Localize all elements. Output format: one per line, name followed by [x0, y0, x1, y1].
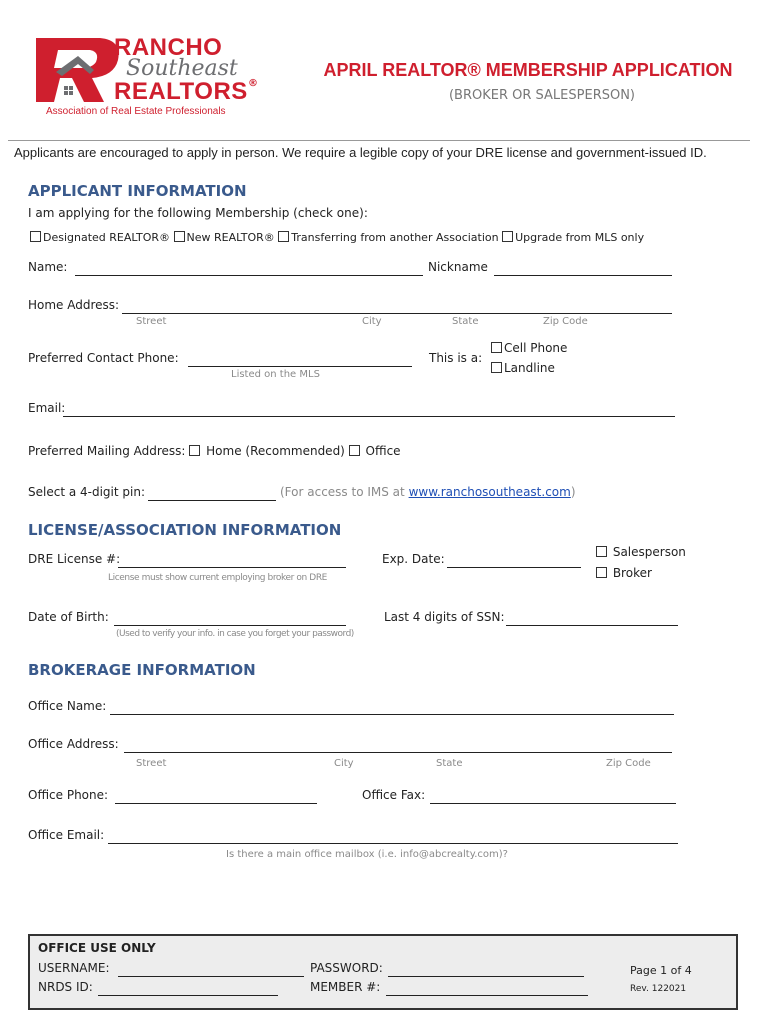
membership-options — [30, 231, 644, 244]
office-name-label: Office Name: — [28, 699, 107, 713]
office-address-label: Office Address: — [28, 737, 119, 751]
mailing-label: Preferred Mailing Address: — [28, 444, 186, 458]
membership-prompt: I am applying for the following Membership (check one): — [28, 206, 368, 220]
option-new-label: New REALTOR® — [186, 231, 275, 244]
logo-registered-mark: ® — [248, 78, 258, 89]
member-field[interactable] — [386, 995, 588, 996]
logo-line2: Southeast — [126, 56, 238, 81]
logo-line3: REALTORS — [114, 78, 248, 105]
brokerage-heading: BROKERAGE INFORMATION — [28, 661, 256, 679]
phone-hint: Listed on the MLS — [231, 369, 320, 380]
header-divider — [8, 140, 750, 141]
checkbox-icon[interactable] — [189, 445, 200, 456]
office-city-hint: City — [334, 758, 354, 769]
intro-text: Applicants are encouraged to apply in person. We require a legible copy of your DRE license and government-issued ID. — [14, 145, 707, 160]
nrds-label: NRDS ID: — [38, 980, 93, 994]
cell-phone-label: Cell Phone — [504, 341, 568, 355]
mailing-office-option[interactable] — [349, 444, 401, 458]
dre-field[interactable] — [118, 567, 346, 568]
license-heading: LICENSE/ASSOCIATION INFORMATION — [28, 521, 342, 539]
salesperson-option[interactable] — [596, 545, 686, 559]
nickname-field[interactable] — [494, 275, 672, 276]
email-field[interactable] — [63, 416, 675, 417]
ssn-field[interactable] — [506, 625, 678, 626]
page-number: Page 1 of 4 — [630, 964, 692, 977]
option-designated[interactable] — [30, 231, 170, 244]
option-transferring[interactable] — [278, 231, 498, 244]
website-link[interactable]: www.ranchosoutheast.com — [408, 485, 571, 499]
landline-label: Landline — [504, 361, 555, 375]
exp-date-label: Exp. Date: — [382, 552, 445, 566]
office-phone-field[interactable] — [115, 803, 317, 804]
ssn-label: Last 4 digits of SSN: — [384, 610, 505, 624]
pin-label: Select a 4-digit pin: — [28, 485, 145, 499]
dob-field[interactable] — [114, 625, 346, 626]
checkbox-icon[interactable] — [491, 342, 502, 353]
password-label: PASSWORD: — [310, 961, 383, 975]
office-email-field[interactable] — [108, 843, 678, 844]
checkbox-icon[interactable] — [491, 362, 502, 373]
option-upgrade[interactable] — [502, 231, 644, 244]
option-designated-label: Designated REALTOR® — [43, 231, 171, 244]
option-new[interactable] — [174, 231, 275, 244]
pin-hint — [280, 485, 576, 499]
cell-phone-option[interactable] — [491, 341, 567, 355]
member-label: MEMBER #: — [310, 980, 381, 994]
page-subtitle: (BROKER OR SALESPERSON) — [448, 88, 636, 103]
exp-date-field[interactable] — [447, 567, 581, 568]
office-street-hint: Street — [136, 758, 167, 769]
checkbox-icon[interactable] — [349, 445, 360, 456]
name-field[interactable] — [75, 275, 423, 276]
checkbox-icon[interactable] — [174, 231, 185, 242]
office-use-box — [28, 934, 738, 1010]
home-address-label: Home Address: — [28, 298, 120, 312]
name-label: Name: — [28, 260, 68, 274]
applicant-heading: APPLICANT INFORMATION — [28, 182, 247, 200]
office-zip-hint: Zip Code — [606, 758, 651, 769]
checkbox-icon[interactable] — [30, 231, 41, 242]
dre-hint: License must show current employing broker on DRE — [108, 573, 327, 583]
mailing-office-label: Office — [365, 444, 401, 458]
nrds-field[interactable] — [98, 995, 278, 996]
checkbox-icon[interactable] — [278, 231, 289, 242]
option-upgrade-label: Upgrade from MLS only — [515, 231, 645, 244]
password-field[interactable] — [388, 976, 584, 977]
username-label: USERNAME: — [38, 961, 110, 975]
option-transferring-label: Transferring from another Association — [291, 231, 499, 244]
office-email-hint: Is there a main office mailbox (i.e. info@abcrealty.com)? — [226, 849, 508, 860]
nickname-label: Nickname — [428, 260, 488, 274]
mailing-home-option[interactable] — [189, 444, 345, 458]
phone-field[interactable] — [188, 366, 412, 367]
this-is-label: This is a: — [429, 351, 483, 365]
office-email-label: Office Email: — [28, 828, 105, 842]
office-address-field[interactable] — [124, 752, 672, 753]
home-state-hint: State — [452, 316, 479, 327]
username-field[interactable] — [118, 976, 304, 977]
mailing-home-label: Home (Recommended) — [206, 444, 345, 458]
dob-label: Date of Birth: — [28, 610, 109, 624]
revision: Rev. 122021 — [630, 984, 687, 994]
dre-label: DRE License #: — [28, 552, 121, 566]
office-name-field[interactable] — [110, 714, 674, 715]
phone-label: Preferred Contact Phone: — [28, 351, 179, 365]
logo — [30, 34, 270, 120]
home-zip-hint: Zip Code — [543, 316, 588, 327]
office-fax-field[interactable] — [430, 803, 676, 804]
email-label: Email: — [28, 401, 66, 415]
landline-option[interactable] — [491, 361, 555, 375]
broker-label: Broker — [612, 566, 652, 580]
logo-tagline: Association of Real Estate Professionals — [46, 106, 226, 117]
pin-hint-prefix: (For access to IMS at — [280, 485, 405, 499]
office-use-title: OFFICE USE ONLY — [38, 941, 156, 955]
checkbox-icon[interactable] — [596, 546, 607, 557]
logo-line1: RANCHO — [114, 34, 223, 61]
checkbox-icon[interactable] — [502, 231, 513, 242]
salesperson-label: Salesperson — [612, 545, 686, 559]
broker-option[interactable] — [596, 566, 652, 580]
home-city-hint: City — [362, 316, 382, 327]
office-phone-label: Office Phone: — [28, 788, 109, 802]
checkbox-icon[interactable] — [596, 567, 607, 578]
home-address-field[interactable] — [122, 313, 672, 314]
mailing-address-row — [28, 444, 401, 458]
pin-field[interactable] — [148, 500, 276, 501]
office-fax-label: Office Fax: — [362, 788, 426, 802]
page-title: APRIL REALTOR® MEMBERSHIP APPLICATION — [323, 60, 733, 80]
logo-mark-icon — [30, 34, 122, 104]
dob-hint: (Used to verify your info. in case you forget your password) — [116, 629, 354, 639]
pin-hint-suffix: ) — [570, 485, 576, 499]
office-state-hint: State — [436, 758, 463, 769]
home-street-hint: Street — [136, 316, 167, 327]
